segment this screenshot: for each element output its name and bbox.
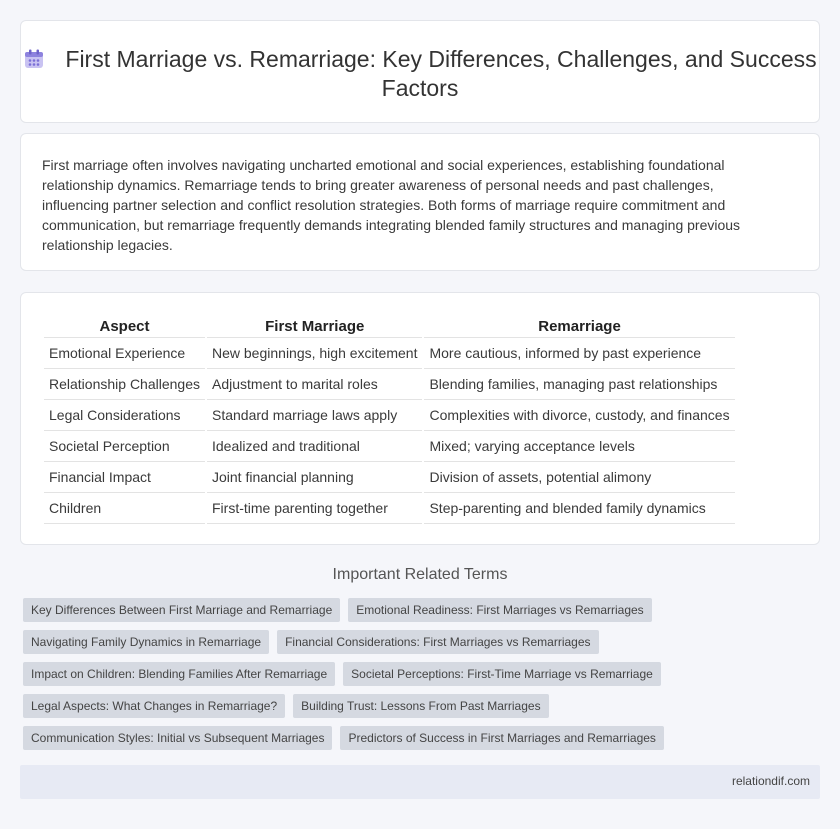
comparison-table [42,316,737,524]
table-cell: Complexities with divorce, custody, and finances [424,400,734,431]
calendar-icon [23,48,45,70]
footer-site-link[interactable]: relationdif.com [731,774,810,788]
table-cell: Adjustment to marital roles [207,369,422,400]
table-row [44,400,735,431]
related-terms-list [23,598,793,758]
related-term-tag[interactable]: Societal Perceptions: First-Time Marriage vs Remarriage [343,662,661,686]
intro-card [20,133,820,271]
related-term-tag[interactable]: Legal Aspects: What Changes in Remarriage? [23,694,285,718]
tag-row [23,726,793,750]
table-cell: Societal Perception [44,431,205,462]
title-card [20,20,820,123]
table-cell: Legal Considerations [44,400,205,431]
table-cell: Emotional Experience [44,338,205,369]
table-cell: Standard marriage laws apply [207,400,422,431]
table-cell: Financial Impact [44,462,205,493]
related-terms-heading: Important Related Terms [332,566,508,583]
related-term-tag[interactable]: Building Trust: Lessons From Past Marriages [293,694,548,718]
page-title-text: First Marriage vs. Remarriage: Key Differences, Challenges, and Success Factors [65,46,817,101]
table-cell: Step-parenting and blended family dynamics [424,493,734,524]
page-title [21,45,819,103]
related-term-tag[interactable]: Impact on Children: Blending Families After Remarriage [23,662,335,686]
related-term-tag[interactable]: Key Differences Between First Marriage and Remarriage [23,598,340,622]
header-remarriage: Remarriage [424,316,734,338]
table-cell: Mixed; varying acceptance levels [424,431,734,462]
table-row [44,431,735,462]
intro-paragraph: First marriage often involves navigating uncharted emotional and social experiences, establishing foundational relationship dynamics. Remarriage tends to bring greater awareness of personal needs and past challenges, influencing partner selection and conflict resolution strategies. Both forms of marriage require commitment and communication, but remarriage frequently demands integrating blended family structures and managing previous relationship legacies. [42,157,741,253]
related-term-tag[interactable]: Emotional Readiness: First Marriages vs Remarriages [348,598,651,622]
table-row [44,369,735,400]
table-row [44,338,735,369]
table-cell: New beginnings, high excitement [207,338,422,369]
related-term-tag[interactable]: Financial Considerations: First Marriages vs Remarriages [277,630,598,654]
header-first-marriage: First Marriage [207,316,422,338]
table-cell: Joint financial planning [207,462,422,493]
table-cell: Division of assets, potential alimony [424,462,734,493]
footer [20,765,820,799]
table-cell: Children [44,493,205,524]
header-aspect: Aspect [44,316,205,338]
related-term-tag[interactable]: Navigating Family Dynamics in Remarriage [23,630,269,654]
table-cell: Blending families, managing past relationships [424,369,734,400]
tag-row [23,598,793,622]
tag-row [23,694,793,718]
related-term-tag[interactable]: Predictors of Success in First Marriages and Remarriages [340,726,663,750]
tag-row [23,630,793,654]
comparison-card [20,292,820,545]
table-row [44,493,735,524]
tag-row [23,662,793,686]
table-row [44,462,735,493]
table-cell: Relationship Challenges [44,369,205,400]
related-term-tag[interactable]: Communication Styles: Initial vs Subsequent Marriages [23,726,332,750]
table-header-row [44,316,735,338]
table-cell: More cautious, informed by past experience [424,338,734,369]
table-cell: First-time parenting together [207,493,422,524]
table-cell: Idealized and traditional [207,431,422,462]
